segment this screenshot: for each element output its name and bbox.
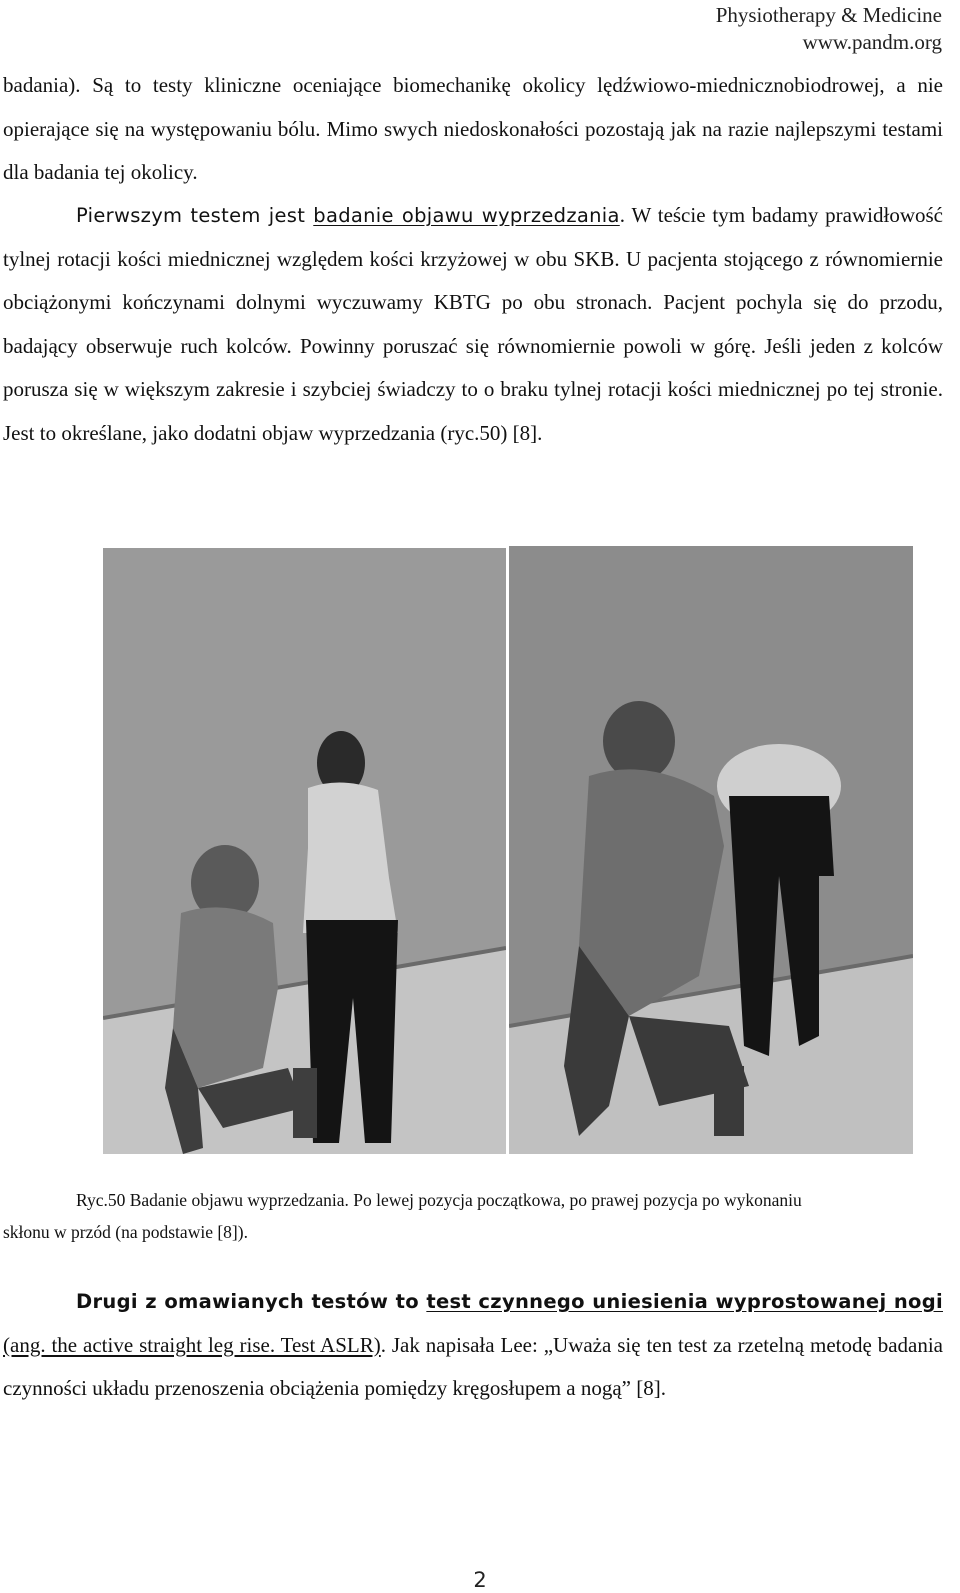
paragraph-2 (3, 194, 943, 455)
caption-line-1: Ryc.50 Badanie objawu wyprzedzania. Po lewej pozycja początkowa, po prawej pozycja po wykonaniu (76, 1190, 802, 1210)
photo-end-position (509, 546, 913, 1154)
paragraph-3 (3, 1280, 943, 1411)
running-header (716, 2, 942, 56)
page-number: 2 (473, 1568, 487, 1592)
figure-caption (3, 1184, 943, 1248)
photo-start-position-drawing (103, 548, 506, 1154)
photo-end-position-drawing (509, 546, 913, 1154)
paragraph-1 (3, 64, 943, 195)
caption-line-2: skłonu w przód (na podstawie [8]). (3, 1222, 248, 1242)
paragraph-3-term: test czynnego uniesienia wyprostowanej nogi (426, 1290, 943, 1313)
paragraph-2-term: badanie objawu wyprzedzania (313, 204, 620, 227)
journal-name: Physiotherapy & Medicine (715, 3, 942, 27)
paragraph-3-lead: Drugi z omawianych testów to (76, 1290, 427, 1313)
paragraph-1-text: badania). Są to testy kliniczne oceniające biomechanikę okolicy lędźwiowo-miednicznobiodrowej, a nie opierające się na występowaniu bólu. Mimo swych niedoskonałości pozostają jak na razie najlepszymi testami dla badania tej okolicy. (3, 73, 943, 184)
paragraph-2-rest: . W teście tym badamy prawidłowość tylnej rotacji kości miednicznej względem kości krzyżowej w obu SKB. U pacjenta stojącego z równomiernie obciążonymi kończynami dolnymi wyczuwamy KBTG po obu stronach. Pacjent pochyla się do przodu, badający obserwuje ruch kolców. Powinny poruszać się równomiernie powoli w górę. Jeśli jeden z kolców porusza się w większym zakresie i szybciej świadczy to o braku tylnej rotacji kości miednicznej po tej stronie. Jest to określane, jako dodatni objaw wyprzedzania (ryc.50) [8]. (3, 203, 943, 445)
paragraph-3-rest: . Jak napisała Lee: „Uważa się ten test za rzetelną metodę badania czynności układu przenoszenia obciążenia pomiędzy kręgosłupem a nogą” [8]. (3, 1332, 943, 1400)
paragraph-2-lead: Pierwszym testem jest (76, 204, 314, 227)
journal-site: www.pandm.org (802, 30, 942, 54)
photo-start-position (103, 548, 506, 1154)
paragraph-3-parenthetical: (ang. the active straight leg rise. Test ASLR) (3, 1332, 381, 1357)
